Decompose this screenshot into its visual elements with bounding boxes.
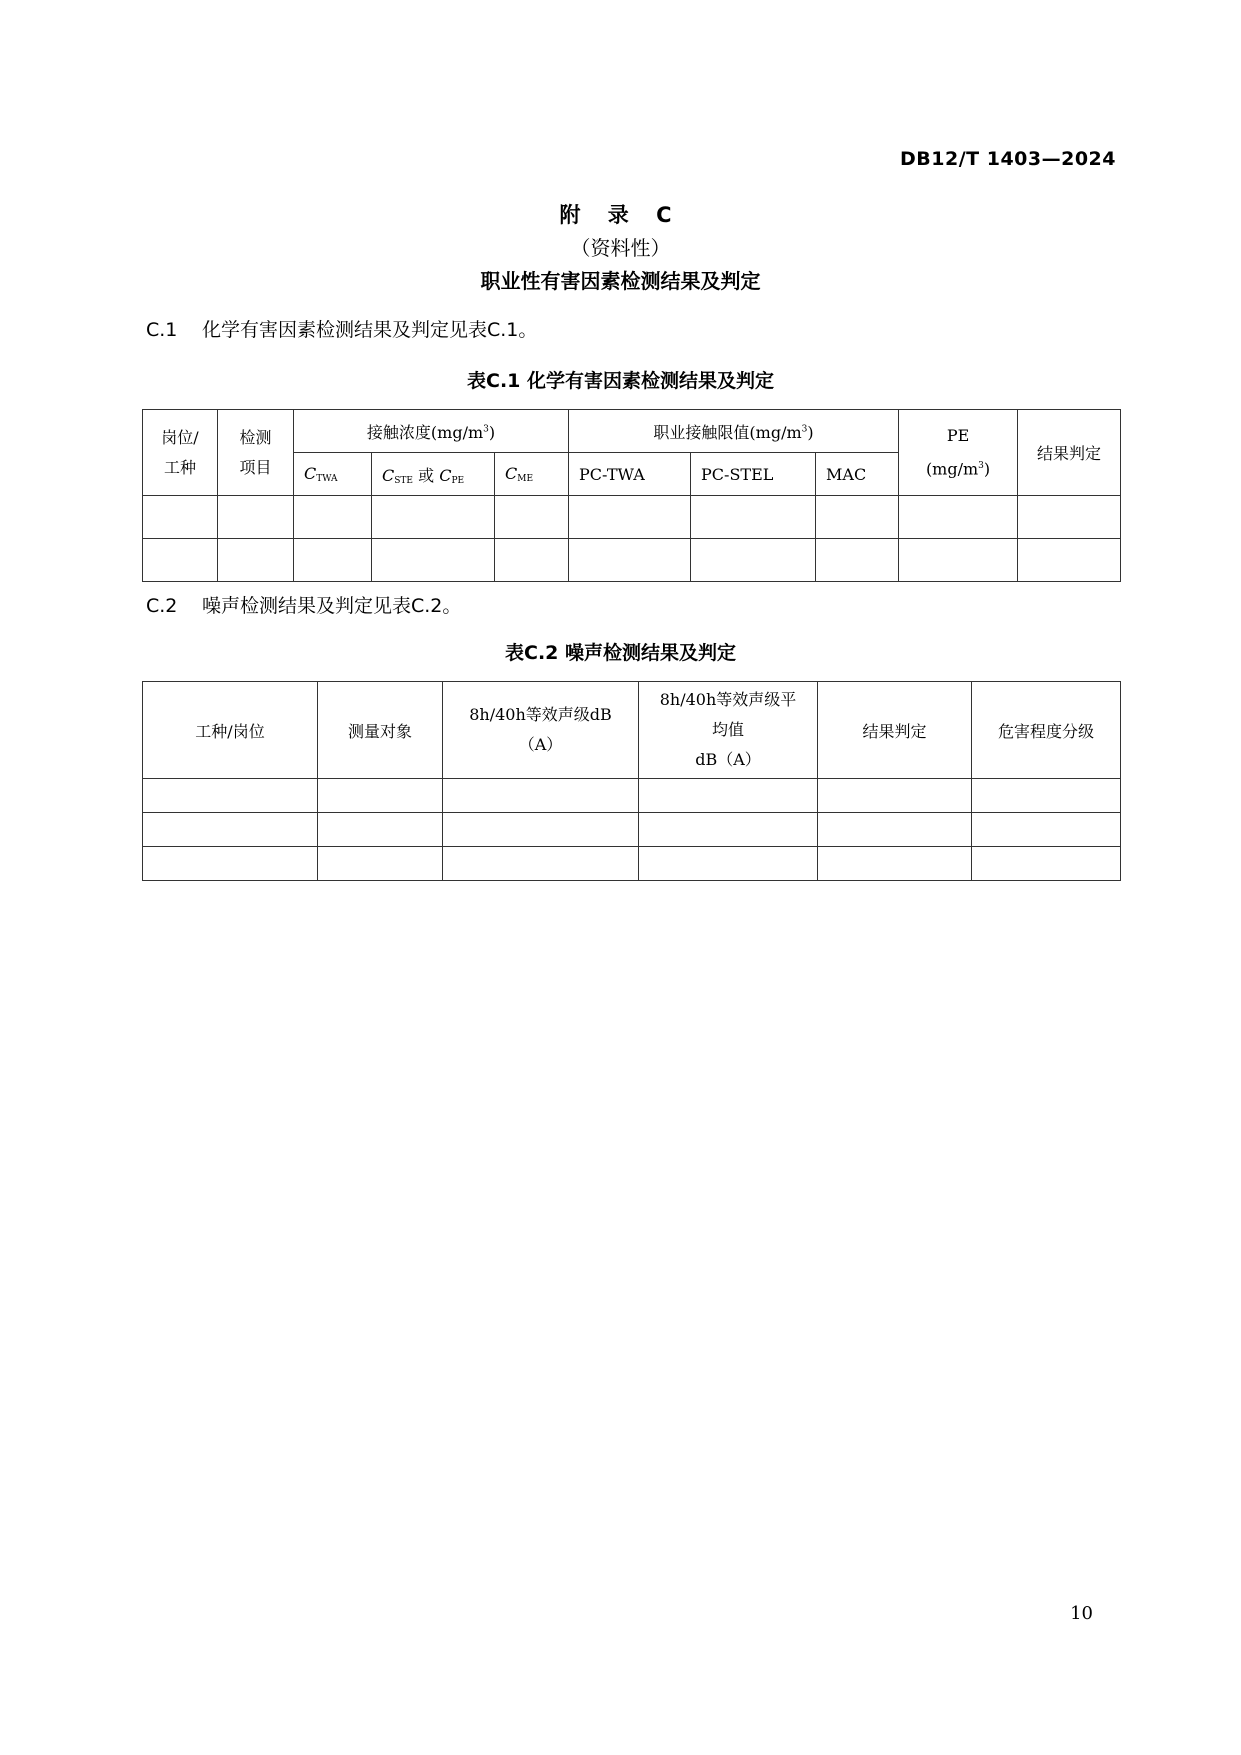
header-pe: PE $(mg/m^3)$ xyxy=(899,410,1018,496)
header-post: 岗位/ 工种 xyxy=(143,410,218,496)
header-post: 工种/岗位 xyxy=(143,682,318,779)
clause-text: 化学有害因素检测结果及判定见表C.1。 xyxy=(202,319,538,341)
clause-text: 噪声检测结果及判定见表C.2。 xyxy=(202,595,462,617)
document-code: DB12/T 1403—2024 xyxy=(900,148,1116,170)
table-row xyxy=(143,847,1121,881)
page-number: 10 xyxy=(1070,1603,1093,1624)
table-row xyxy=(143,813,1121,847)
header-equivalent-level: 8h/40h等效声级dB （A） xyxy=(443,682,639,779)
header-c-twa: $C_{TWA}$ xyxy=(294,453,372,496)
table-c1-caption: 表C.1 化学有害因素检测结果及判定 xyxy=(467,370,774,392)
header-pc-stel: PC-STEL xyxy=(691,453,816,496)
clause-c1 xyxy=(146,315,537,342)
table-c2 xyxy=(142,681,1121,881)
appendix-title: 附 录 C xyxy=(559,203,682,227)
header-exposure-concentration: 接触浓度$(mg/m^3)$ xyxy=(294,410,569,453)
table-row xyxy=(143,779,1121,813)
header-object: 测量对象 xyxy=(318,682,443,779)
table-c2-caption: 表C.2 噪声检测结果及判定 xyxy=(505,642,736,664)
clause-number: C.1 xyxy=(146,319,178,341)
header-pc-twa: PC-TWA xyxy=(569,453,691,496)
header-item: 检测 项目 xyxy=(218,410,294,496)
table-row xyxy=(143,539,1121,582)
table-row xyxy=(143,496,1121,539)
header-mac: MAC xyxy=(816,453,899,496)
header-average-level: 8h/40h等效声级平 均值 dB（A） xyxy=(639,682,818,779)
table-c1 xyxy=(142,409,1121,582)
appendix-name: 职业性有害因素检测结果及判定 xyxy=(480,269,761,293)
header-c-ste-or-c-pe: $C_{STE}$ 或 $C_{PE}$ xyxy=(372,453,495,496)
header-hazard-grade: 危害程度分级 xyxy=(972,682,1121,779)
header-result: 结果判定 xyxy=(818,682,972,779)
clause-c2 xyxy=(146,591,461,618)
appendix-type: （资料性） xyxy=(570,236,671,260)
header-result: 结果判定 xyxy=(1018,410,1121,496)
header-exposure-limit: 职业接触限值$(mg/m^3)$ xyxy=(569,410,899,453)
header-c-me: $C_{ME}$ xyxy=(495,453,569,496)
clause-number: C.2 xyxy=(146,595,178,617)
